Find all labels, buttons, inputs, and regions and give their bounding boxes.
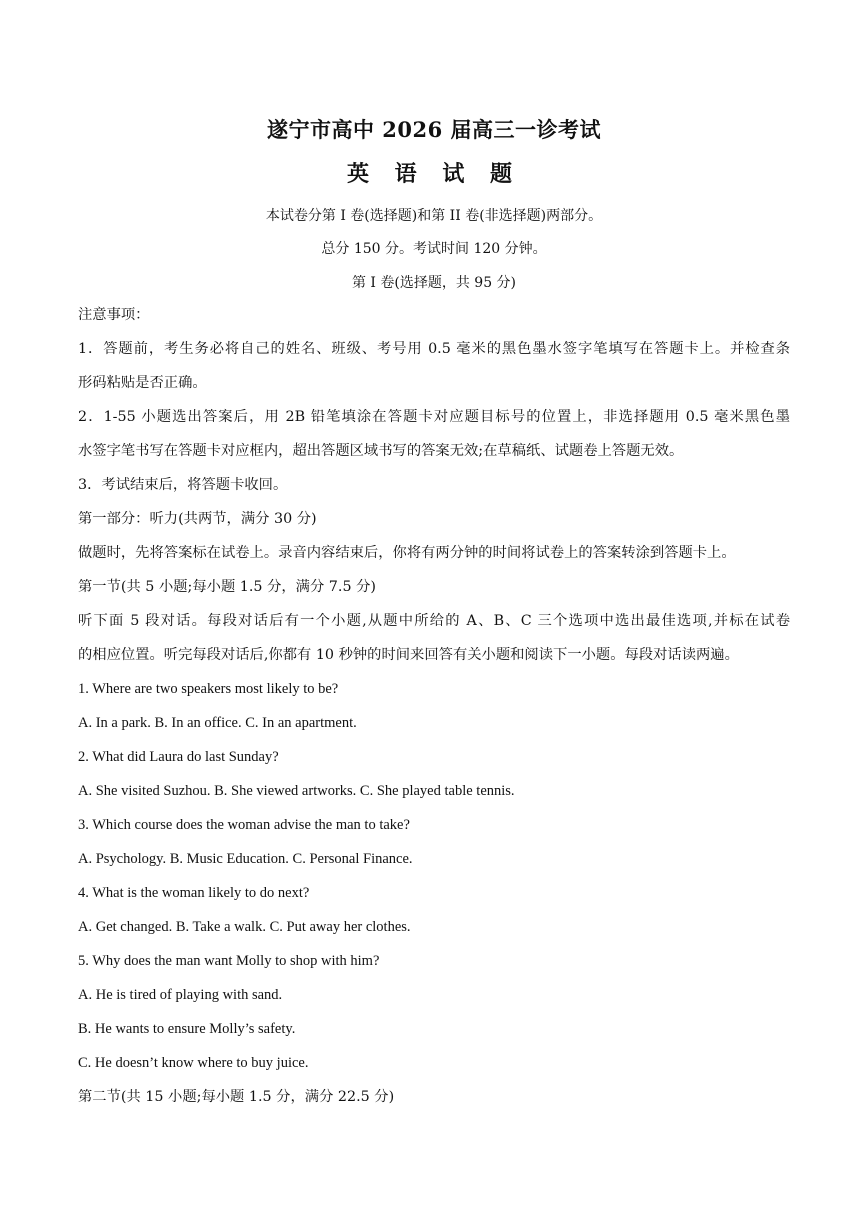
- question-3: 3. Which course does the woman advise the man to take?: [78, 817, 410, 833]
- question-3-options: A. Psychology. B. Music Education. C. Personal Finance.: [78, 851, 413, 867]
- question-5-option-b: B. He wants to ensure Molly’s safety.: [78, 1021, 296, 1037]
- note-item-2-line-1: 2．1-55 小题选出答案后，用 2B 铅笔填涂在答题卡对应题目标号的位置上，非选择题用 0.5 毫米黑色墨: [78, 409, 790, 425]
- question-2-options: A. She visited Suzhou. B. She viewed artworks. C. She played table tennis.: [78, 783, 515, 799]
- part1-heading: 第一部分：听力(共两节，满分 30 分): [78, 511, 317, 527]
- note-item-1-line-1: 1．答题前，考生务必将自己的姓名、班级、考号用 0.5 毫米的黑色墨水签字笔填写在答题卡上。并检查条: [78, 341, 790, 357]
- question-1: 1. Where are two speakers most likely to be?: [78, 681, 339, 697]
- paper-structure-line: 本试卷分第 I 卷(选择题)和第 II 卷(非选择题)两部分。: [265, 208, 603, 224]
- question-5-option-a: A. He is tired of playing with sand.: [78, 987, 283, 1003]
- question-5-option-c: C. He doesn’t know where to buy juice.: [78, 1055, 309, 1071]
- exam-title: 遂宁市高中 2026 届高三一诊考试: [266, 117, 602, 142]
- note-item-1-line-2: 形码粘贴是否正确。: [78, 375, 207, 391]
- part1-instruction: 做题时，先将答案标在试卷上。录音内容结束后，你将有两分钟的时间将试卷上的答案转涂到答题卡上。: [78, 545, 736, 561]
- notes-heading: 注意事项：: [78, 307, 150, 323]
- question-4-options: A. Get changed. B. Take a walk. C. Put away her clothes.: [78, 919, 411, 935]
- note-item-3: 3．考试结束后，将答题卡收回。: [78, 477, 288, 493]
- section2-heading: 第二节(共 15 小题;每小题 1.5 分，满分 22.5 分): [78, 1089, 395, 1105]
- exam-body: [78, 298, 790, 1114]
- section1-heading: 第一节(共 5 小题;每小题 1.5 分，满分 7.5 分): [78, 579, 376, 595]
- question-1-options: A. In a park. B. In an office. C. In an apartment.: [78, 715, 357, 731]
- section1-instruction-line-2: 的相应位置。听完每段对话后,你都有 10 秒钟的时间来回答有关小题和阅读下一小题。每段对话读两遍。: [78, 647, 739, 663]
- question-5: 5. Why does the man want Molly to shop with him?: [78, 953, 380, 969]
- question-4: 4. What is the woman likely to do next?: [78, 885, 310, 901]
- score-time-line: 总分 150 分。考试时间 120 分钟。: [321, 241, 547, 257]
- note-item-2-line-2: 水签字笔书写在答题卡对应框内，超出答题区域书写的答案无效;在草稿纸、试题卷上答题无效。: [78, 443, 684, 459]
- section1-instruction-line-1: 听下面 5 段对话。每段对话后有一个小题,从题中所给的 A、B、C 三个选项中选出最佳选项,并标在试卷: [78, 613, 790, 629]
- question-2: 2. What did Laura do last Sunday?: [78, 749, 279, 765]
- volume-one-heading: 第 I 卷(选择题，共 95 分): [351, 275, 517, 291]
- subject-title: 英 语 试 题: [347, 161, 521, 187]
